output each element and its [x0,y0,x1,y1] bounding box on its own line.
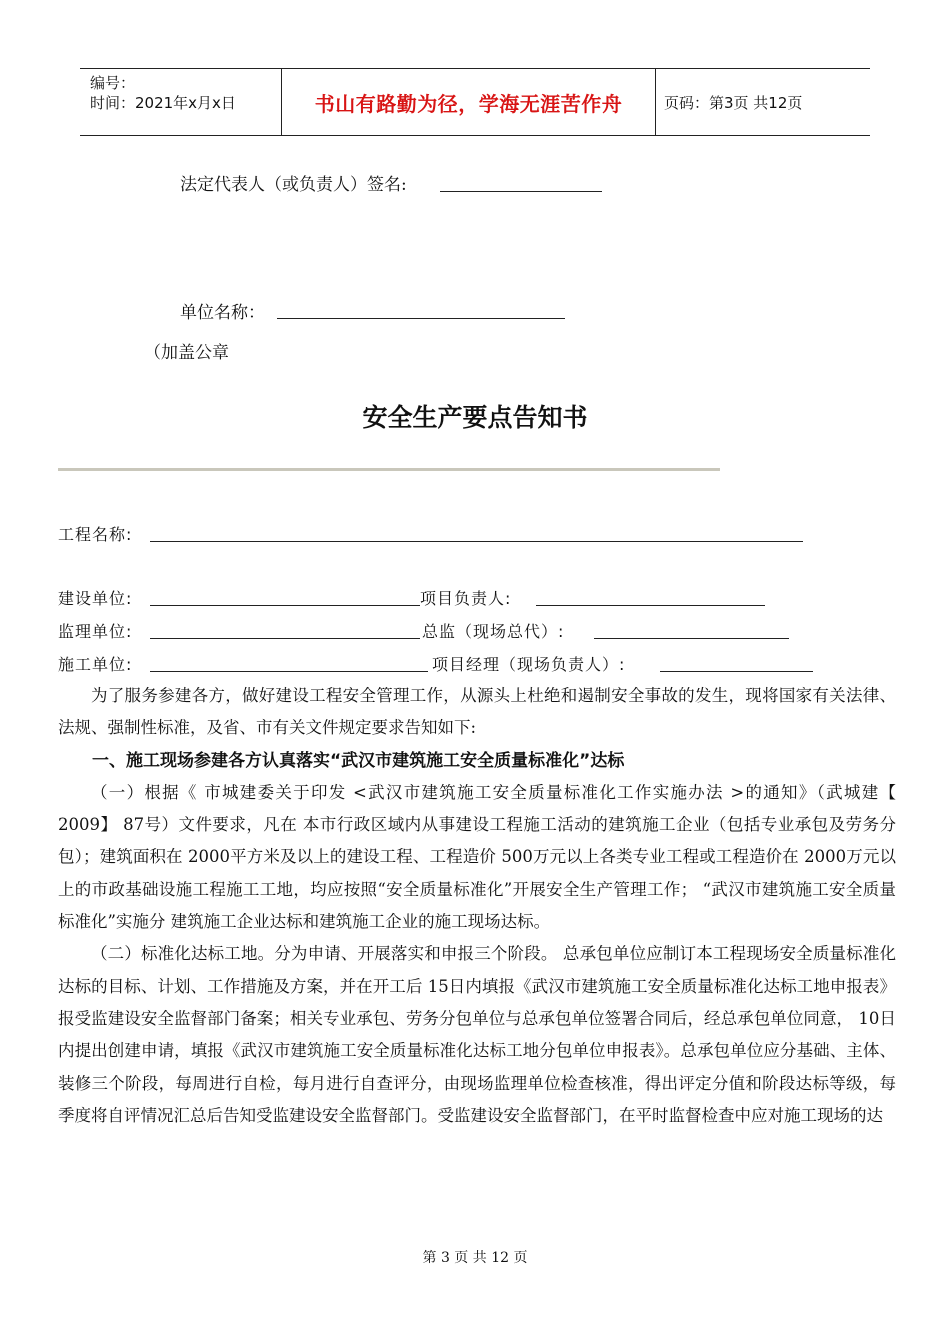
project-leader-line [536,605,765,606]
chief-supervisor-line [594,638,789,639]
supervision-unit-line [150,638,420,639]
project-leader-label: 项目负责人: [420,589,512,608]
project-name-label: 工程名称: [58,525,133,544]
unit-name-label: 单位名称： [180,303,265,323]
header-date-label: 时间：2021年x月x日 [90,94,236,112]
supervision-unit-label: 监理单位: [58,622,133,641]
document-title: 安全生产要点告知书 [362,403,588,432]
section-heading: 一、施工现场参建各方认真落实“武汉市建筑施工安全质量标准化”达标 [92,750,625,771]
header-page-cell [656,69,870,135]
paragraph-1: （一）根据《 市城建委关于印发 <武汉市建筑施工安全质量标准化工作实施办法 >的通知》（武城建【 2009】 87号）文件要求，凡在 本市行政区域内从事建设工程施工活动的建筑施工企业（包括专业承包及劳务分包）；建筑面积在 2000平方米及以上的建设工程、工程造价 500万元以上各类专业工程或工程造价在 2000万元以上的市政基础设施工程施工工地，均应按照“安全质量标准化”开展安全生产管理工作； “武汉市建筑施工安全质量标准化”实施分 建筑施工企业达标和建筑施工企业的施工现场达标。 [58,782,896,932]
header-motto-cell [282,69,656,135]
header-meta [80,69,282,135]
chief-supervisor-label: 总监（现场总代）: [422,622,565,641]
construction-unit-label: 建设单位: [58,589,133,608]
notice-body [58,680,896,1132]
title-divider [58,468,720,471]
project-name-line [150,541,803,542]
construction-company-line [150,671,428,672]
page-footer: 第 3 页 共 12 页 [422,1250,528,1266]
construction-unit-line [150,605,420,606]
page-header [80,68,870,136]
legal-rep-signature-line [440,191,602,192]
construction-company-label: 施工单位: [58,655,133,674]
header-page-label: 页码：第3页 共12页 [664,93,803,112]
header-motto: 书山有路勤为径，学海无涯苦作舟 [314,91,623,116]
project-manager-line [660,671,813,672]
project-manager-label: 项目经理（现场负责人）: [432,655,626,674]
seal-note: （加盖公章 [144,343,229,363]
unit-name-line [277,318,565,319]
intro-paragraph: 为了服务参建各方，做好建设工程安全管理工作，从源头上杜绝和遏制安全事故的发生，现将国家有关法律、法规、强制性标准，及省、市有关文件规定要求告知如下: [58,686,896,738]
legal-rep-label: 法定代表人（或负责人）签名: [180,175,407,195]
header-number-label: 编号： [90,74,136,92]
paragraph-2: （二）标准化达标工地。分为申请、开展落实和申报三个阶段。 总承包单位应制订本工程现场安全质量标准化达标的目标、计划、工作措施及方案，并在开工后 15日内填报《武汉市建筑施工安全质量标准化达标工地申报表》报受监建设安全监督部门备案；相关专业承包、劳务分包单位与总承包单位签署合同后，经总承包单位同意， 10日内提出创建申请，填报《武汉市建筑施工安全质量标准化达标工地分包单位申报表》。总承包单位应分基础、主体、装修三个阶段，每周进行自检，每月进行自查评分，由现场监理单位检查核准，得出评定分值和阶段达标等级，每季度将自评情况汇总后告知受监建设安全监督部门。受监建设安全监督部门，在平时监督检查中应对施工现场的达 [58,944,896,1125]
